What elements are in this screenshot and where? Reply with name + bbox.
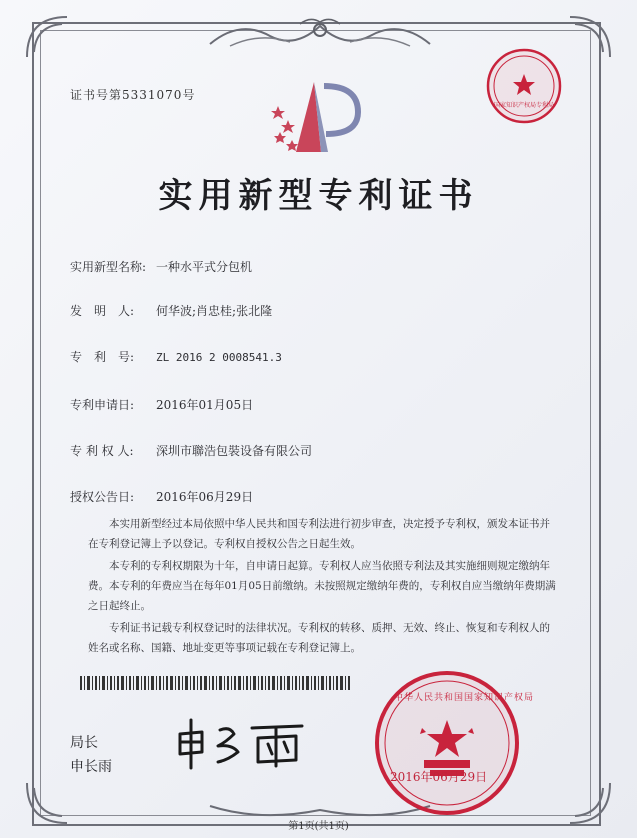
field-inventors (70, 302, 272, 319)
top-ornament (200, 14, 440, 54)
signature-title: 局长 (70, 735, 98, 751)
field-label: 专利申请日: (70, 398, 135, 412)
official-seal-text: 中华人民共和国国家知识产权局 (394, 693, 535, 703)
paragraph-term-and-fees: 本专利的专利权期限为十年，自申请日起算。专利权人应当依照专利法及其实施细则规定缴纳年费。本专利的年费应当在每年01月05日前缴纳。未按照规定缴纳年费的，专利权自应当缴纳年费期满之日起终止。 (88, 560, 556, 612)
handwritten-signature (172, 712, 312, 772)
field-value: 深圳市聯浩包裝设备有限公司 (156, 444, 313, 458)
field-label: 专 利 号: (70, 350, 135, 364)
seal-date: 2016年06月29日 (390, 770, 488, 784)
field-patentee (70, 442, 312, 459)
field-value: 何华波;肖忠桂;张北隆 (156, 304, 273, 318)
paragraph-grant-decision: 本实用新型经过本局依照中华人民共和国专利法进行初步审查，决定授予专利权，颁发本证书并在专利登记簿上予以登记。专利权自授权公告之日起生效。 (88, 518, 550, 550)
field-value: ZL 2016 2 0008541.3 (156, 351, 282, 364)
field-value: 2016年06月29日 (156, 490, 254, 504)
field-utility-model-name (70, 258, 252, 275)
field-value: 一种水平式分包机 (156, 260, 253, 274)
field-value: 2016年01月05日 (156, 398, 254, 412)
small-seal-text: 国家知识产权局专利局 (493, 102, 554, 109)
field-patent-number (70, 348, 282, 365)
certificate-title: 实用新型专利证书 (158, 176, 479, 216)
small-office-seal (484, 46, 564, 126)
field-label: 授权公告日: (70, 490, 135, 504)
field-label: 专 利 权 人: (70, 444, 134, 458)
patent-office-emblem (266, 72, 366, 162)
barcode (80, 676, 350, 690)
corner-ornament (22, 12, 72, 62)
signature-name: 申长雨 (70, 759, 112, 775)
paragraph-legal-status: 专利证书记载专利权登记时的法律状况。专利权的转移、质押、无效、终止、恢复和专利权人的姓名或名称、国籍、地址变更等事项记载在专利登记簿上。 (88, 622, 550, 654)
field-grant-date (70, 488, 253, 505)
field-application-date (70, 396, 253, 413)
certificate-number: 证书号第5331070号 (70, 88, 196, 102)
page-footer: 第1页(共1页) (288, 821, 349, 832)
field-label: 发 明 人: (70, 304, 135, 318)
field-label: 实用新型名称: (70, 260, 147, 274)
corner-ornament (565, 12, 615, 62)
